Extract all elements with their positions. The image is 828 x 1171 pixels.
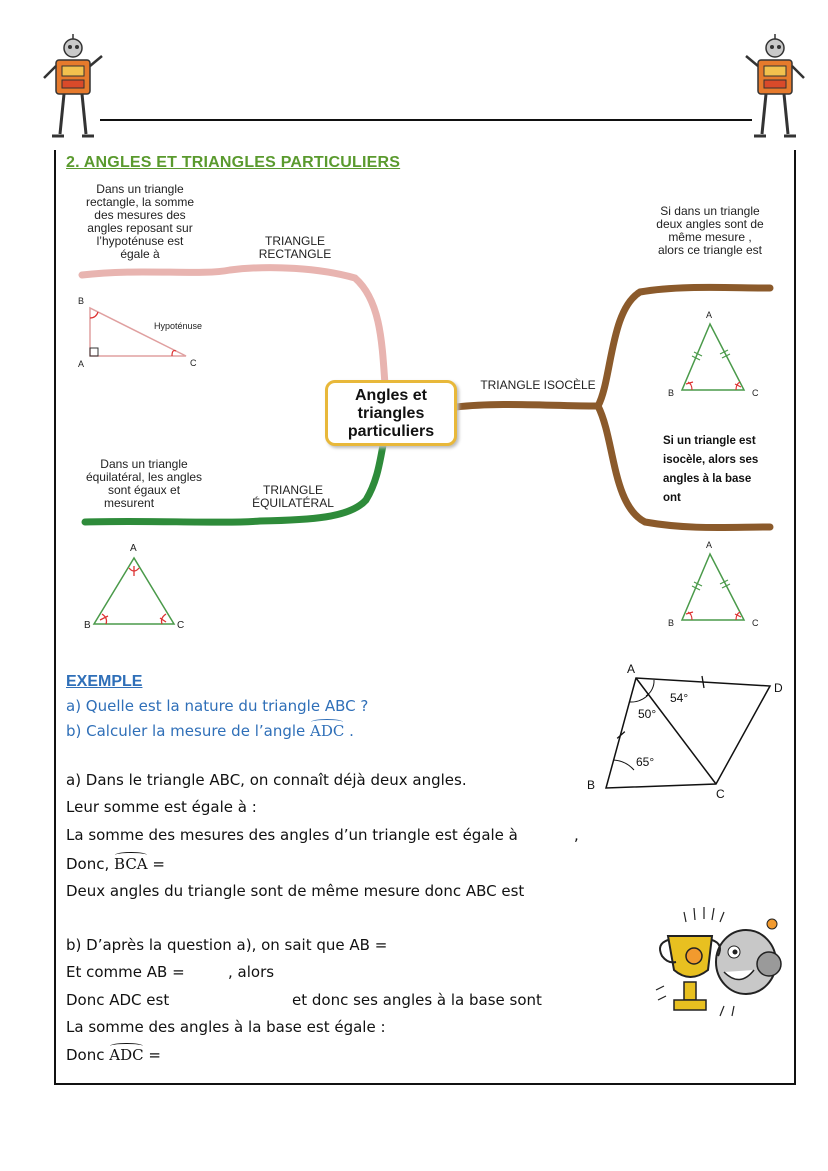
iso1-vertex-a: A — [706, 310, 713, 320]
answer-b-donc-adc-2: et donc ses angles à la base sont — [292, 991, 542, 1009]
angle-65-label: 65° — [636, 755, 655, 769]
equals-text: = — [147, 855, 165, 873]
rect-label-line: RECTANGLE — [258, 247, 332, 261]
branch-label-equilateral — [248, 484, 338, 510]
quad-vertex-d: D — [774, 681, 783, 695]
iso2-vertex-a: A — [706, 540, 713, 550]
answer-a-line-3: La somme des mesures des angles d’un triangle est égale à — [66, 826, 518, 844]
equi-text-line: sont égaux et — [107, 483, 181, 497]
question-b-text: b) Calculer la mesure de l’angle — [66, 722, 311, 740]
question-a: a) Quelle est la nature du triangle ABC ? — [66, 697, 369, 715]
equi-text-line: Dans un triangle — [100, 457, 188, 471]
answer-b-et-comme-2: , alors — [228, 963, 275, 981]
iso-text1-line: alors ce triangle est — [657, 243, 763, 257]
iso-text2-line: isocèle, alors ses — [663, 454, 759, 466]
question-b-end: . — [344, 722, 354, 740]
rect-label-line: TRIANGLE — [264, 234, 325, 248]
quadrilateral-figure — [580, 658, 790, 798]
answer-b-line-1: b) D’après la question a), on sait que AB = — [66, 936, 388, 954]
iso-text1-line: deux angles sont de — [656, 217, 764, 231]
answer-b-et-comme-1: Et comme AB = — [66, 963, 185, 981]
angle-bca-hat: BCA — [114, 855, 148, 873]
center-line-1: Angles et — [354, 387, 427, 404]
question-b — [66, 722, 354, 740]
donc-text: Donc, — [66, 855, 115, 873]
equi-text-line: équilatéral, les angles — [85, 470, 203, 484]
iso-text1-line: même mesure , — [668, 230, 752, 244]
iso2-vertex-c: C — [752, 618, 759, 628]
iso-text1-line: Si dans un triangle — [660, 204, 760, 218]
answer-a-donc-bca — [66, 855, 165, 873]
rect-hypotenuse-label: Hypoténuse — [154, 321, 203, 331]
answer-a-line-end: Deux angles du triangle sont de même mesure donc ABC est — [66, 882, 525, 900]
center-line-2: triangles — [357, 405, 425, 422]
equi-label-line: ÉQUILATÉRAL — [252, 496, 334, 510]
isosceles-triangle-figure-2 — [664, 536, 764, 632]
iso-text2-line: angles à la base — [663, 473, 752, 485]
answer-b-donc-final — [66, 1046, 161, 1064]
equi-vertex-b: B — [84, 620, 91, 631]
answer-a-comma: , — [574, 826, 579, 844]
equals-text: = — [143, 1046, 161, 1064]
rect-vertex-b: B — [78, 296, 85, 306]
frame-bottom-border — [54, 1083, 796, 1085]
donc-text: Donc — [66, 1046, 110, 1064]
branch-label-rectangle — [250, 235, 340, 261]
rect-vertex-c: C — [190, 358, 197, 368]
answer-a-line-2: Leur somme est égale à : — [66, 798, 257, 816]
iso1-vertex-c: C — [752, 388, 759, 398]
answer-b-donc-adc-1: Donc ADC est — [66, 991, 170, 1009]
angle-54-label: 54° — [670, 691, 689, 705]
section-title: 2. ANGLES ET TRIANGLES PARTICULIERS — [66, 154, 401, 171]
example-title: EXEMPLE — [66, 673, 143, 690]
branch-label-isosceles: TRIANGLE ISOCÈLE — [480, 378, 596, 392]
angle-50-label: 50° — [638, 707, 657, 721]
angle-adc-hat: ADC — [109, 1046, 144, 1064]
rect-rule-text — [70, 183, 210, 261]
iso2-vertex-b: B — [668, 618, 675, 628]
isosceles-triangle-figure-1 — [664, 306, 764, 400]
quad-vertex-c: C — [716, 787, 725, 798]
center-line-3: particuliers — [347, 423, 435, 440]
rect-text-line: angles reposant sur — [87, 221, 193, 235]
iso-rule-text-1 — [648, 205, 772, 257]
equi-rule-text — [74, 458, 214, 510]
rect-vertex-a: A — [78, 359, 85, 369]
iso1-vertex-b: B — [668, 388, 675, 398]
answer-b-somme-base: La somme des angles à la base est égale : — [66, 1018, 386, 1036]
equi-vertex-c: C — [177, 620, 185, 631]
rect-text-line: égale à — [120, 247, 160, 261]
mindmap-center-node — [325, 380, 457, 446]
equi-label-line: TRIANGLE — [262, 483, 323, 497]
rect-text-line: l’hypoténuse est — [96, 234, 184, 248]
iso-text2-line: ont — [663, 492, 681, 504]
iso-text2-line: Si un triangle est — [663, 435, 756, 447]
iso-rule-text-2 — [663, 432, 783, 508]
trophy-robot-icon — [654, 906, 784, 1026]
equi-text-line: mesurent — [104, 496, 155, 510]
rect-text-line: des mesures des — [94, 208, 186, 222]
right-triangle-figure — [74, 294, 214, 370]
answer-a-line-1: a) Dans le triangle ABC, on connaît déjà deux angles. — [66, 771, 467, 789]
quad-vertex-a: A — [627, 662, 636, 676]
angle-adc-hat: ADC — [310, 722, 345, 740]
rect-text-line: rectangle, la somme — [85, 195, 195, 209]
equi-vertex-a: A — [130, 543, 137, 554]
quad-vertex-b: B — [587, 778, 596, 792]
equilateral-triangle-figure — [82, 540, 192, 632]
rect-text-line: Dans un triangle — [96, 182, 184, 196]
